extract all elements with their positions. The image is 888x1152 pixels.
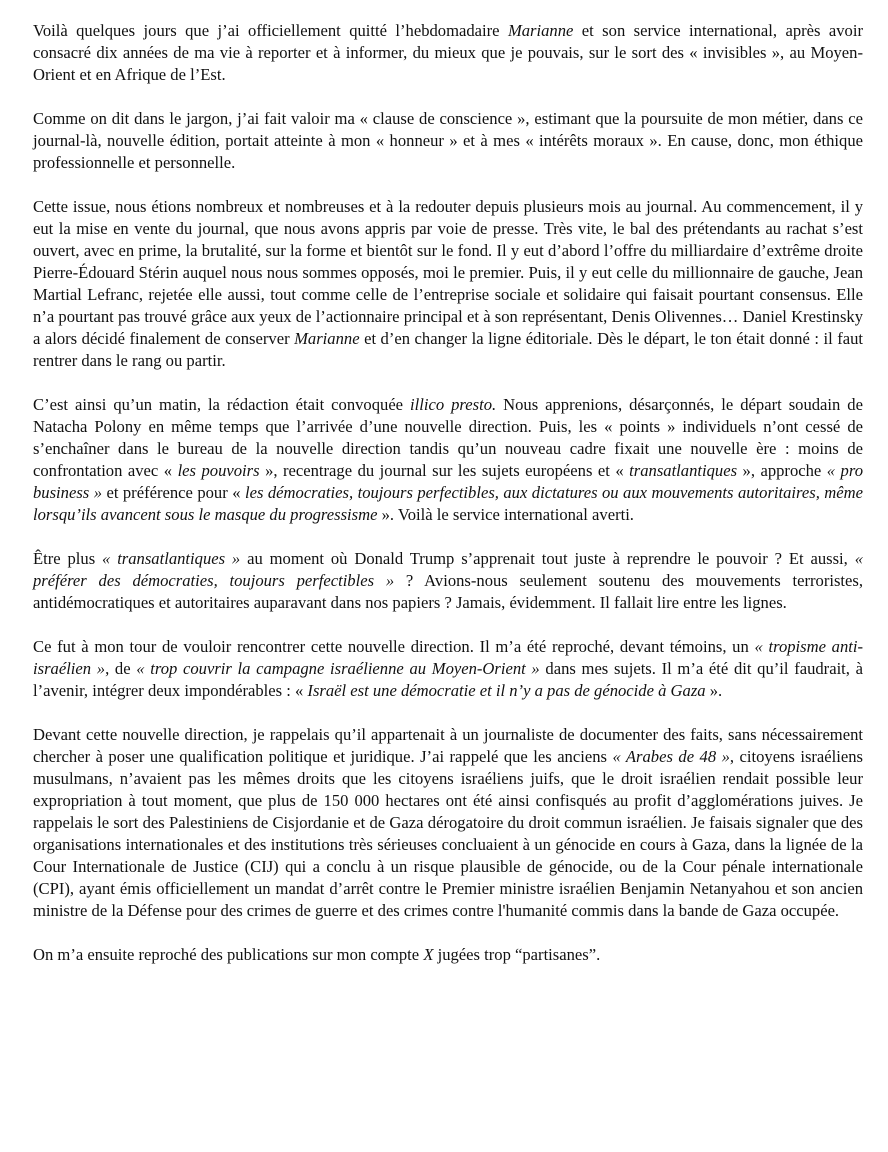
paragraph xyxy=(33,108,863,174)
text-run: Ce fut à mon tour de vouloir rencontrer cette nouvelle direction. Il m’a été reproché, devant témoins, un xyxy=(33,637,755,656)
italic-text-run: « Arabes de 48 » xyxy=(612,747,730,766)
paragraph xyxy=(33,196,863,372)
italic-text-run: illico presto. xyxy=(410,395,497,414)
paragraph xyxy=(33,944,863,966)
text-run: et d’en changer la ligne éditoriale. Dès le départ, le ton était donné : il faut rentrer dans le rang ou partir. xyxy=(33,329,863,370)
text-run: et préférence pour « xyxy=(102,483,245,502)
text-run: dans mes sujets. Il m’a été dit qu’il faudrait, à l’avenir, intégrer deux impondérables : « xyxy=(33,659,863,700)
text-run: et son service international, après avoir consacré dix années de ma vie à reporter et à informer, du mieux que je pouvais, sur le sort des « invisibles », au Moyen-Orient et en Afrique de l’Est. xyxy=(33,21,863,84)
text-run: Être plus xyxy=(33,549,103,568)
article-body xyxy=(33,20,863,966)
italic-text-run: « tropisme anti-israélien » xyxy=(33,637,863,678)
text-run: C’est ainsi qu’un matin, la rédaction était convoquée xyxy=(33,395,411,414)
italic-text-run: transatlantiques xyxy=(629,461,738,480)
text-run: jugées trop “partisanes”. xyxy=(433,945,601,964)
text-run: Devant cette nouvelle direction, je rappelais qu’il appartenait à un journaliste de documenter des faits, sans nécessairement chercher à poser une qualification politique et juridique. J’ai rappelé que les anciens xyxy=(33,725,863,766)
italic-text-run: les pouvoirs xyxy=(177,461,260,480)
text-run: On m’a ensuite reproché des publications sur mon compte xyxy=(33,945,424,964)
italic-text-run: les démocraties, toujours perfectibles, aux dictatures ou aux mouvements autoritaires, même lorsqu’ils avancent sous le masque du progressisme xyxy=(33,483,864,524)
text-run: », recentrage du journal sur les sujets européens et « xyxy=(259,461,630,480)
paragraph xyxy=(33,20,863,86)
text-run: , de xyxy=(105,659,137,678)
text-run: Comme on dit dans le jargon, j’ai fait valoir ma « clause de conscience », estimant que la poursuite de mon métier, dans ce journal-là, nouvelle édition, portait atteinte à mon « honneur » et à mes « intérêts moraux ». En cause, donc, mon éthique professionnelle et personnelle. xyxy=(33,109,863,172)
text-run: ». Voilà le service international averti. xyxy=(377,505,634,524)
italic-text-run: Marianne xyxy=(294,329,360,348)
text-run: ? Avions-nous seulement soutenu des mouvements terroristes, antidémocratiques et autoritaires auparavant dans nos papiers ? Jamais, évidemment. Il fallait lire entre les lignes. xyxy=(33,571,864,612)
paragraph xyxy=(33,548,863,614)
text-run: Nous apprenions, désarçonnés, le départ soudain de Natacha Polony en même temps que l’arrivée d’une nouvelle direction. Puis, les « points » individuels n’ont cessé de s’enchaîner dans le bureau de la nouvelle direction tandis qu’un nouveau cadre fixait une nouvelle ère : moins de confrontation avec « xyxy=(33,395,863,480)
paragraph xyxy=(33,724,863,922)
italic-text-run: Israël est une démocratie et il n’y a pas de génocide à Gaza xyxy=(307,681,706,700)
paragraph xyxy=(33,394,863,526)
italic-text-run: « transatlantiques » xyxy=(102,549,241,568)
text-run: Voilà quelques jours que j’ai officiellement quitté l’hebdomadaire xyxy=(33,21,508,40)
italic-text-run: X xyxy=(423,945,434,964)
text-run: au moment où Donald Trump s’apprenait tout juste à reprendre le pouvoir ? Et aussi, xyxy=(240,549,855,568)
text-run: ». xyxy=(705,681,723,700)
text-run: , citoyens israéliens musulmans, n’avaient pas les mêmes droits que les citoyens israéliens juifs, que le droit israélien rendait possible leur expropriation à tout moment, que plus de 150 000 hectares ont été ainsi confisqués au profit d’agglomérations juives. Je rappelais le sort des Palestiniens de Cisjordanie et de Gaza dérogatoire du droit commun israélien. Je faisais signaler que des organisations internationales et des institutions très sérieuses concluaient à un génocide en cours à Gaza, dans la lignée de la Cour Internationale de Justice (CIJ) qui a conclu à un risque plausible de génocide, ou de la Cour pénale internationale (CPI), ayant émis officiellement un mandat d’arrêt contre le Premier ministre israélien Benjamin Netanyahou et son ancien ministre de la Défense pour des crimes de guerre et des crimes contre l'humanité commis dans la bande de Gaza occupée. xyxy=(33,747,863,920)
italic-text-run: « pro business » xyxy=(33,461,863,502)
text-run: Cette issue, nous étions nombreux et nombreuses et à la redouter depuis plusieurs mois au journal. Au commencement, il y eut la mise en vente du journal, que nous avons appris par voie de presse. Très vite, le bal des prétendants au rachat s’est ouvert, avec en prime, la brutalité, sur la forme et bientôt sur le fond. Il y eut d’abord l’offre du milliardaire d’extrême droite Pierre-Édouard Stérin auquel nous nous sommes opposés, moi le premier. Puis, il y eut celle du millionnaire de gauche, Jean Martial Lefranc, rejetée elle aussi, tout comme celle de l’entreprise sociale et solidaire qui faisait pourtant consensus. Elle n’a pourtant pas trouvé grâce aux yeux de l’actionnaire principal et à son représentant, Denis Olivennes… Daniel Krestinsky a alors décidé finalement de conserver xyxy=(33,197,863,348)
paragraph xyxy=(33,636,863,702)
italic-text-run: « préférer des démocraties, toujours perfectibles » xyxy=(33,549,863,590)
text-run: », approche xyxy=(737,461,827,480)
italic-text-run: « trop couvrir la campagne israélienne au Moyen-Orient » xyxy=(136,659,540,678)
italic-text-run: Marianne xyxy=(507,21,574,40)
